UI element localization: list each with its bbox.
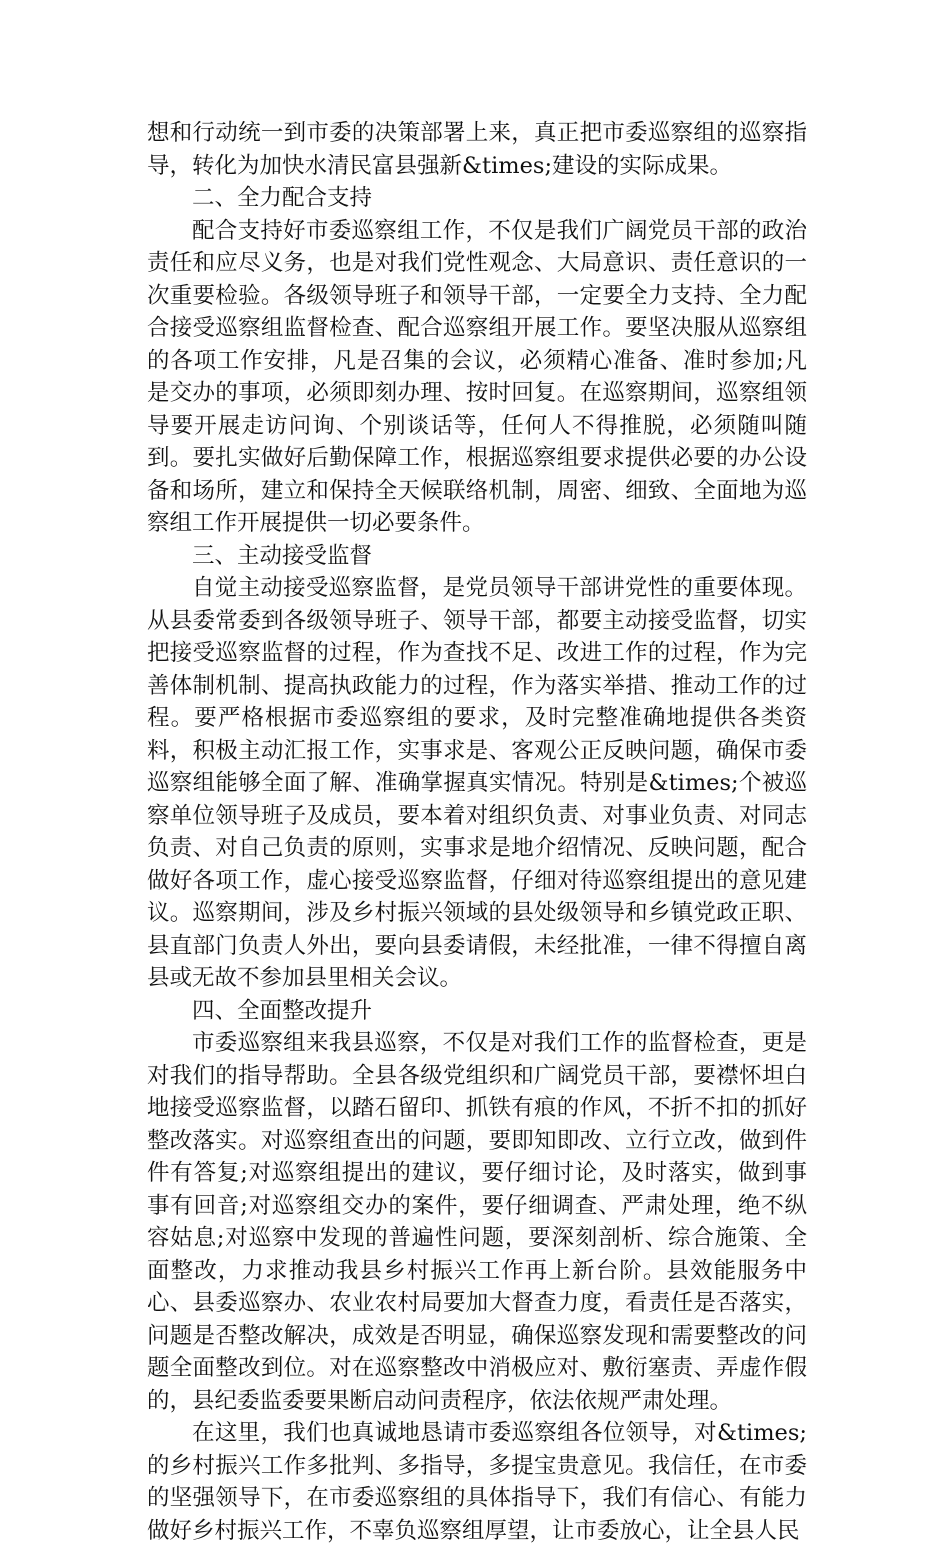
paragraph-1: 想和行动统一到市委的决策部署上来，真正把市委巡察组的巡察指导，转化为加快水清民富县强新&times;建设的实际成果。 bbox=[147, 120, 807, 179]
document-page bbox=[147, 117, 807, 1547]
paragraph-3: 自觉主动接受巡察监督，是党员领导干部讲党性的重要体现。从县委常委到各级领导班子、领导干部，都要主动接受监督，切实把接受巡察监督的过程，作为查找不足、改进工作的过程，作为完善体制机制、提高执政能力的过程，作为落实举措、推动工作的过程。要严格根据市委巡察组的要求，及时完整准确地提供各类资料，积极主动汇报工作，实事求是、客观公正反映问题，确保市委巡察组能够全面了解、准确掌握真实情况。特别是&times;个被巡察单位领导班子及成员，要本着对组织负责、对事业负责、对同志负责、对自己负责的原则，实事求是地介绍情况、反映问题，配合做好各项工作，虚心接受巡察监督，仔细对待巡察组提出的意见建议。巡察期间，涉及乡村振兴领域的县处级领导和乡镇党政正职、县直部门负责人外出，要向县委请假，未经批准，一律不得擅自离县或无故不参加县里相关会议。 bbox=[147, 575, 807, 991]
section-heading-2: 二、全力配合支持 bbox=[192, 185, 373, 211]
paragraph-5: 在这里，我们也真诚地恳请市委巡察组各位领导，对&times;的乡村振兴工作多批判、多指导，多提宝贵意见。我信任，在市委的坚强领导下，在市委巡察组的具体指导下，我们有信心、有能力做好乡村振兴工作，不辜负巡察组厚望，让市委放心，让全县人民 bbox=[147, 1420, 807, 1544]
section-heading-3: 三、主动接受监督 bbox=[192, 542, 373, 569]
section-heading-4: 四、全面整改提升 bbox=[192, 997, 373, 1024]
paragraph-2: 配合支持好市委巡察组工作，不仅是我们广阔党员干部的政治责任和应尽义务，也是对我们党性观念、大局意识、责任意识的一次重要检验。各级领导班子和领导干部，一定要全力支持、全力配合接受巡察组监督检查、配合巡察组开展工作。要坚决服从巡察组的各项工作安排，凡是召集的会议，必须精心准备、准时参加;凡是交办的事项，必须即刻办理、按时回复。在巡察期间，巡察组领导要开展走访问询、个别谈话等，任何人不得推脱，必须随叫随到。要扎实做好后勤保障工作，根据巡察组要求提供必要的办公设备和场所，建立和保持全天候联络机制，周密、细致、全面地为巡察组工作开展提供一切必要条件。 bbox=[147, 217, 807, 536]
paragraph-4: 市委巡察组来我县巡察，不仅是对我们工作的监督检查，更是对我们的指导帮助。全县各级党组织和广阔党员干部，要襟怀坦白地接受巡察监督，以踏石留印、抓铁有痕的作风，不折不扣的抓好整改落实。对巡察组查出的问题，要即知即改、立行立改，做到件件有答复;对巡察组提出的建议，要仔细讨论，及时落实，做到事事有回音;对巡察组交办的案件，要仔细调查、严肃处理，绝不纵容姑息;对巡察中发现的普遍性问题，要深刻剖析、综合施策、全面整改，力求推动我县乡村振兴工作再上新台阶。县效能服务中心、县委巡察办、农业农村局要加大督查力度，看责任是否落实，问题是否整改解决，成效是否明显，确保巡察发现和需要整改的问题全面整改到位。对在巡察整改中消极应对、敷衍塞责、弄虚作假的，县纪委监委要果断启动问责程序，依法依规严肃处理。 bbox=[147, 1030, 807, 1414]
